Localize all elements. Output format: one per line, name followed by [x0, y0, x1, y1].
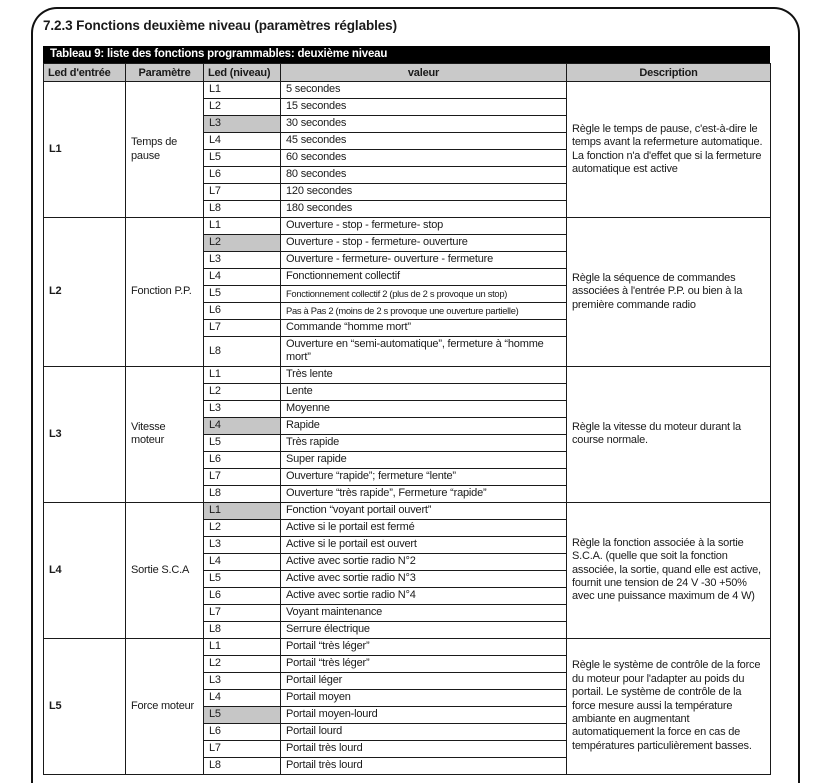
table-body [44, 82, 771, 775]
column-header-led-entree: Led d'entrée [44, 64, 126, 82]
value-cell: Portail léger [281, 672, 567, 689]
value-cell: Très lente [281, 366, 567, 383]
value-cell: Très rapide [281, 434, 567, 451]
section-title: 7.2.3 Fonctions deuxième niveau (paramètres réglables) [43, 18, 397, 33]
value-cell: 60 secondes [281, 150, 567, 167]
value-cell: Rapide [281, 417, 567, 434]
manual-page [43, 13, 770, 775]
value-cell: Portail “très léger” [281, 638, 567, 655]
value-cell: Lente [281, 383, 567, 400]
value-cell: Portail moyen [281, 689, 567, 706]
level-cell: L7 [204, 604, 281, 621]
level-cell: L2 [204, 99, 281, 116]
value-cell: Portail moyen-lourd [281, 706, 567, 723]
value-cell: Fonction “voyant portail ouvert” [281, 502, 567, 519]
value-cell: Portail “très léger” [281, 655, 567, 672]
value-cell: Fonctionnement collectif 2 (plus de 2 s provoque un stop) [281, 286, 567, 303]
level-cell: L6 [204, 587, 281, 604]
level-cell: L8 [204, 337, 281, 367]
level-cell: L8 [204, 621, 281, 638]
level-cell: L6 [204, 167, 281, 184]
table-title-bar: Tableau 9: liste des fonctions programmables: deuxième niveau [43, 46, 770, 63]
value-cell: Ouverture en “semi-automatique”, fermeture à “homme mort” [281, 337, 567, 367]
table-row [44, 502, 771, 519]
table-row [44, 82, 771, 99]
entry-led-cell: L5 [44, 638, 126, 774]
value-cell: Active si le portail est fermé [281, 519, 567, 536]
level-cell: L7 [204, 184, 281, 201]
functions-table [43, 63, 771, 775]
value-cell: Moyenne [281, 400, 567, 417]
level-cell: L6 [204, 723, 281, 740]
level-cell: L1 [204, 218, 281, 235]
level-cell: L2 [204, 235, 281, 252]
level-cell: L8 [204, 485, 281, 502]
value-cell: 5 secondes [281, 82, 567, 99]
level-cell: L5 [204, 150, 281, 167]
level-cell: L6 [204, 303, 281, 320]
level-cell: L2 [204, 383, 281, 400]
value-cell: Active si le portail est ouvert [281, 536, 567, 553]
level-cell: L3 [204, 252, 281, 269]
param-cell: Force moteur [126, 638, 204, 774]
value-cell: Pas à Pas 2 (moins de 2 s provoque une ouverture partielle) [281, 303, 567, 320]
param-cell: Vitesse moteur [126, 366, 204, 502]
value-cell: Ouverture - stop - fermeture- stop [281, 218, 567, 235]
description-cell: Règle la séquence de commandes associées à l'entrée P.P. ou bien à la première commande radio [567, 218, 771, 367]
table-row [44, 638, 771, 655]
value-cell: 15 secondes [281, 99, 567, 116]
param-cell: Sortie S.C.A [126, 502, 204, 638]
level-cell: L2 [204, 655, 281, 672]
value-cell: 30 secondes [281, 116, 567, 133]
description-cell: Règle le temps de pause, c'est-à-dire le temps avant la refermeture automatique. La fonction n'a d'effet que si la fermeture automatique est active [567, 82, 771, 218]
entry-led-cell: L1 [44, 82, 126, 218]
level-cell: L7 [204, 320, 281, 337]
value-cell: Fonctionnement collectif [281, 269, 567, 286]
table-row [44, 218, 771, 235]
level-cell: L2 [204, 519, 281, 536]
level-cell: L5 [204, 706, 281, 723]
value-cell: Portail lourd [281, 723, 567, 740]
level-cell: L1 [204, 366, 281, 383]
level-cell: L4 [204, 269, 281, 286]
param-cell: Fonction P.P. [126, 218, 204, 367]
level-cell: L5 [204, 286, 281, 303]
value-cell: Commande “homme mort” [281, 320, 567, 337]
column-header-description: Description [567, 64, 771, 82]
value-cell: Active avec sortie radio N°4 [281, 587, 567, 604]
level-cell: L7 [204, 468, 281, 485]
level-cell: L4 [204, 553, 281, 570]
table-header-row [44, 64, 771, 82]
column-header-led-niveau: Led (niveau) [204, 64, 281, 82]
level-cell: L1 [204, 82, 281, 99]
level-cell: L7 [204, 740, 281, 757]
value-cell: Active avec sortie radio N°2 [281, 553, 567, 570]
description-cell: Règle le système de contrôle de la force du moteur pour l'adapter au poids du portail. Le système de contrôle de la force mesure aussi la température ambiante en augmentant automatiquement la force en cas de températures particulièrement basses. [567, 638, 771, 774]
entry-led-cell: L3 [44, 366, 126, 502]
table-row [44, 366, 771, 383]
column-header-valeur: valeur [281, 64, 567, 82]
level-cell: L1 [204, 502, 281, 519]
level-cell: L8 [204, 757, 281, 774]
value-cell: Ouverture “très rapide”, Fermeture “rapide” [281, 485, 567, 502]
level-cell: L3 [204, 536, 281, 553]
value-cell: Portail très lourd [281, 740, 567, 757]
value-cell: Portail très lourd [281, 757, 567, 774]
param-cell: Temps de pause [126, 82, 204, 218]
column-header-parametre: Paramètre [126, 64, 204, 82]
value-cell: Active avec sortie radio N°3 [281, 570, 567, 587]
value-cell: Ouverture - fermeture- ouverture - fermeture [281, 252, 567, 269]
entry-led-cell: L2 [44, 218, 126, 367]
value-cell: Ouverture “rapide”; fermeture “lente” [281, 468, 567, 485]
entry-led-cell: L4 [44, 502, 126, 638]
description-cell: Règle la vitesse du moteur durant la course normale. [567, 366, 771, 502]
value-cell: Voyant maintenance [281, 604, 567, 621]
value-cell: 120 secondes [281, 184, 567, 201]
level-cell: L5 [204, 570, 281, 587]
value-cell: Serrure électrique [281, 621, 567, 638]
value-cell: 45 secondes [281, 133, 567, 150]
value-cell: 180 secondes [281, 201, 567, 218]
level-cell: L6 [204, 451, 281, 468]
level-cell: L4 [204, 689, 281, 706]
level-cell: L3 [204, 116, 281, 133]
level-cell: L1 [204, 638, 281, 655]
level-cell: L5 [204, 434, 281, 451]
level-cell: L4 [204, 133, 281, 150]
level-cell: L3 [204, 672, 281, 689]
value-cell: Super rapide [281, 451, 567, 468]
level-cell: L8 [204, 201, 281, 218]
value-cell: 80 secondes [281, 167, 567, 184]
value-cell: Ouverture - stop - fermeture- ouverture [281, 235, 567, 252]
description-cell: Règle la fonction associée à la sortie S.C.A. (quelle que soit la fonction associée, la sortie, quand elle est active, fournit une tension de 24 V -30 +50% avec une puissance maximum de 4 W) [567, 502, 771, 638]
level-cell: L4 [204, 417, 281, 434]
level-cell: L3 [204, 400, 281, 417]
